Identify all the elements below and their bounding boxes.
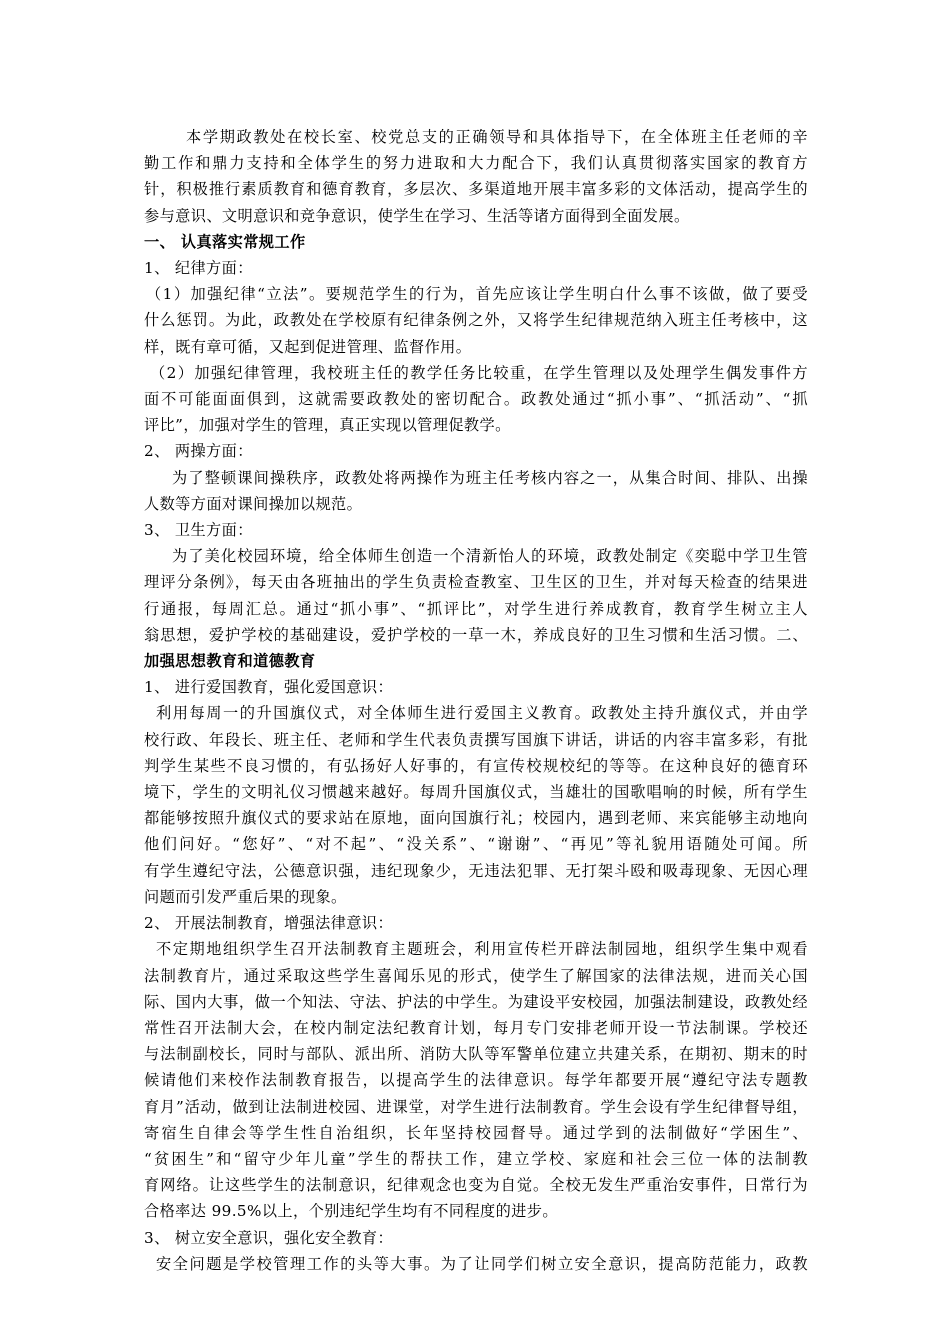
text-line: 与法制副校长，同时与部队、派出所、消防大队等军警单位建立共建关系，在期初、期末的时 [144, 1045, 808, 1064]
text-line: 3、 树立安全意识，强化安全教育： [144, 1228, 394, 1247]
text-line: 3、 卫生方面： [144, 521, 253, 540]
text-line: 什么惩罚。为此，政教处在学校原有纪律条例之外，又将学生纪律规范纳入班主任考核中，这 [144, 311, 808, 330]
text-line: 1、 进行爱国教育，强化爱国意识： [144, 678, 394, 697]
text-line: 育网络。让这些学生的法制意识，纪律观念也变为自觉。全校无发生严重治安事件，日常行为 [144, 1176, 808, 1195]
text-line: 合格率达 99.5%以上，个别违纪学生均有不同程度的进步。 [144, 1202, 558, 1221]
text-line: 理评分条例》，每天由各班抽出的学生负责检查教室、卫生区的卫生，并对每天检查的结果进 [144, 573, 808, 592]
text-line: 翁思想，爱护学校的基础建设，爱护学校的一草一木，养成良好的卫生习惯和生活习惯。二、 [144, 625, 808, 644]
document-body [144, 124, 808, 1277]
text-line: 有学生遵纪守法，公德意识强，违纪现象少，无违法犯罪、无打架斗殴和吸毒现象、无因心理 [144, 861, 808, 880]
text-line: 评比”，加强对学生的管理，真正实现以管理促教学。 [144, 416, 511, 435]
text-line: 都能够按照升旗仪式的要求站在原地，面向国旗行礼；校园内，遇到老师、来宾能够主动地向 [144, 809, 808, 828]
text-line: 样，既有章可循，又起到促进管理、监督作用。 [144, 337, 472, 356]
text-line: （1）加强纪律“立法”。要规范学生的行为，首先应该让学生明白什么事不该做，做了要受 [146, 285, 808, 304]
text-line: 安全问题是学校管理工作的头等大事。为了让同学们树立安全意识，提高防范能力，政教 [156, 1254, 808, 1273]
text-line: 不定期地组织学生召开法制教育主题班会，利用宣传栏开辟法制园地，组织学生集中观看 [156, 940, 808, 959]
text-line: 参与意识、文明意识和竞争意识，使学生在学习、生活等诸方面得到全面发展。 [144, 206, 690, 225]
text-line: 加强思想教育和道德教育 [144, 652, 316, 671]
text-line: “贫困生”和“留守少年儿童”学生的帮扶工作，建立学校、家庭和社会三位一体的法制教 [144, 1149, 808, 1168]
text-line: 法制教育片，通过采取这些学生喜闻乐见的形式，使学生了解国家的法律法规，进而关心国 [144, 966, 808, 985]
text-line: 为了美化校园环境，给全体师生创造一个清新怡人的环境，政教处制定《奕聪中学卫生管 [172, 547, 808, 566]
text-line: 勤工作和鼎力支持和全体学生的努力进取和大力配合下，我们认真贯彻落实国家的教育方 [144, 154, 808, 173]
text-line: 针，积极推行素质教育和德育教育，多层次、多渠道地开展丰富多彩的文体活动，提高学生的 [144, 180, 808, 199]
text-line: 育月”活动，做到让法制进校园、进课堂，对学生进行法制教育。学生会设有学生纪律督导组， [144, 1097, 808, 1116]
text-line: 为了整顿课间操秩序，政教处将两操作为班主任考核内容之一，从集合时间、排队、出操 [172, 468, 808, 487]
text-line: 1、 纪律方面： [144, 259, 253, 278]
text-line: 本学期政教处在校长室、校党总支的正确领导和具体指导下，在全体班主任老师的辛 [186, 128, 808, 146]
text-line: 问题而引发严重后果的现象。 [144, 887, 347, 906]
text-line: 他们问好。“您好”、“对不起”、“没关系”、“谢谢”、“再见”等礼貌用语随处可闻。所 [144, 835, 808, 854]
text-line: 校行政、年段长、班主任、老师和学生代表负责撰写国旗下讲话，讲话的内容丰富多彩，有批 [144, 730, 808, 749]
text-line: 候请他们来校作法制教育报告，以提高学生的法律意识。每学年都要开展“遵纪守法专题教 [144, 1071, 808, 1090]
text-line: 2、 两操方面： [144, 442, 253, 461]
text-line: 行通报，每周汇总。通过“抓小事”、“抓评比”，对学生进行养成教育，教育学生树立主人 [144, 599, 808, 618]
text-line: 人数等方面对课间操加以规范。 [144, 494, 363, 513]
text-line: 判学生某些不良习惯的，有弘扬好人好事的，有宣传校规校纪的等等。在这种良好的德育环 [144, 756, 808, 775]
text-line: 际、国内大事，做一个知法、守法、护法的中学生。为建设平安校园，加强法制建设，政教处经 [144, 992, 808, 1011]
text-line: 境下，学生的文明礼仪习惯越来越好。每周升国旗仪式，当雄壮的国歌唱响的时候，所有学生 [144, 783, 808, 802]
text-line: 寄宿生自律会等学生性自治组织，长年坚持校园督导。通过学到的法制做好“学困生”、 [144, 1123, 808, 1142]
text-line: （2）加强纪律管理，我校班主任的教学任务比较重，在学生管理以及处理学生偶发事件方 [150, 363, 808, 382]
text-line: 面不可能面面俱到，这就需要政教处的密切配合。政教处通过“抓小事”、“抓活动”、“抓 [144, 390, 808, 409]
text-line: 一、 认真落实常规工作 [144, 232, 306, 251]
text-line: 利用每周一的升国旗仪式，对全体师生进行爱国主义教育。政教处主持升旗仪式，并由学 [156, 704, 808, 723]
text-line: 常性召开法制大会，在校内制定法纪教育计划，每月专门安排老师开设一节法制课。学校还 [144, 1018, 808, 1037]
text-line: 2、 开展法制教育，增强法律意识： [144, 914, 394, 933]
